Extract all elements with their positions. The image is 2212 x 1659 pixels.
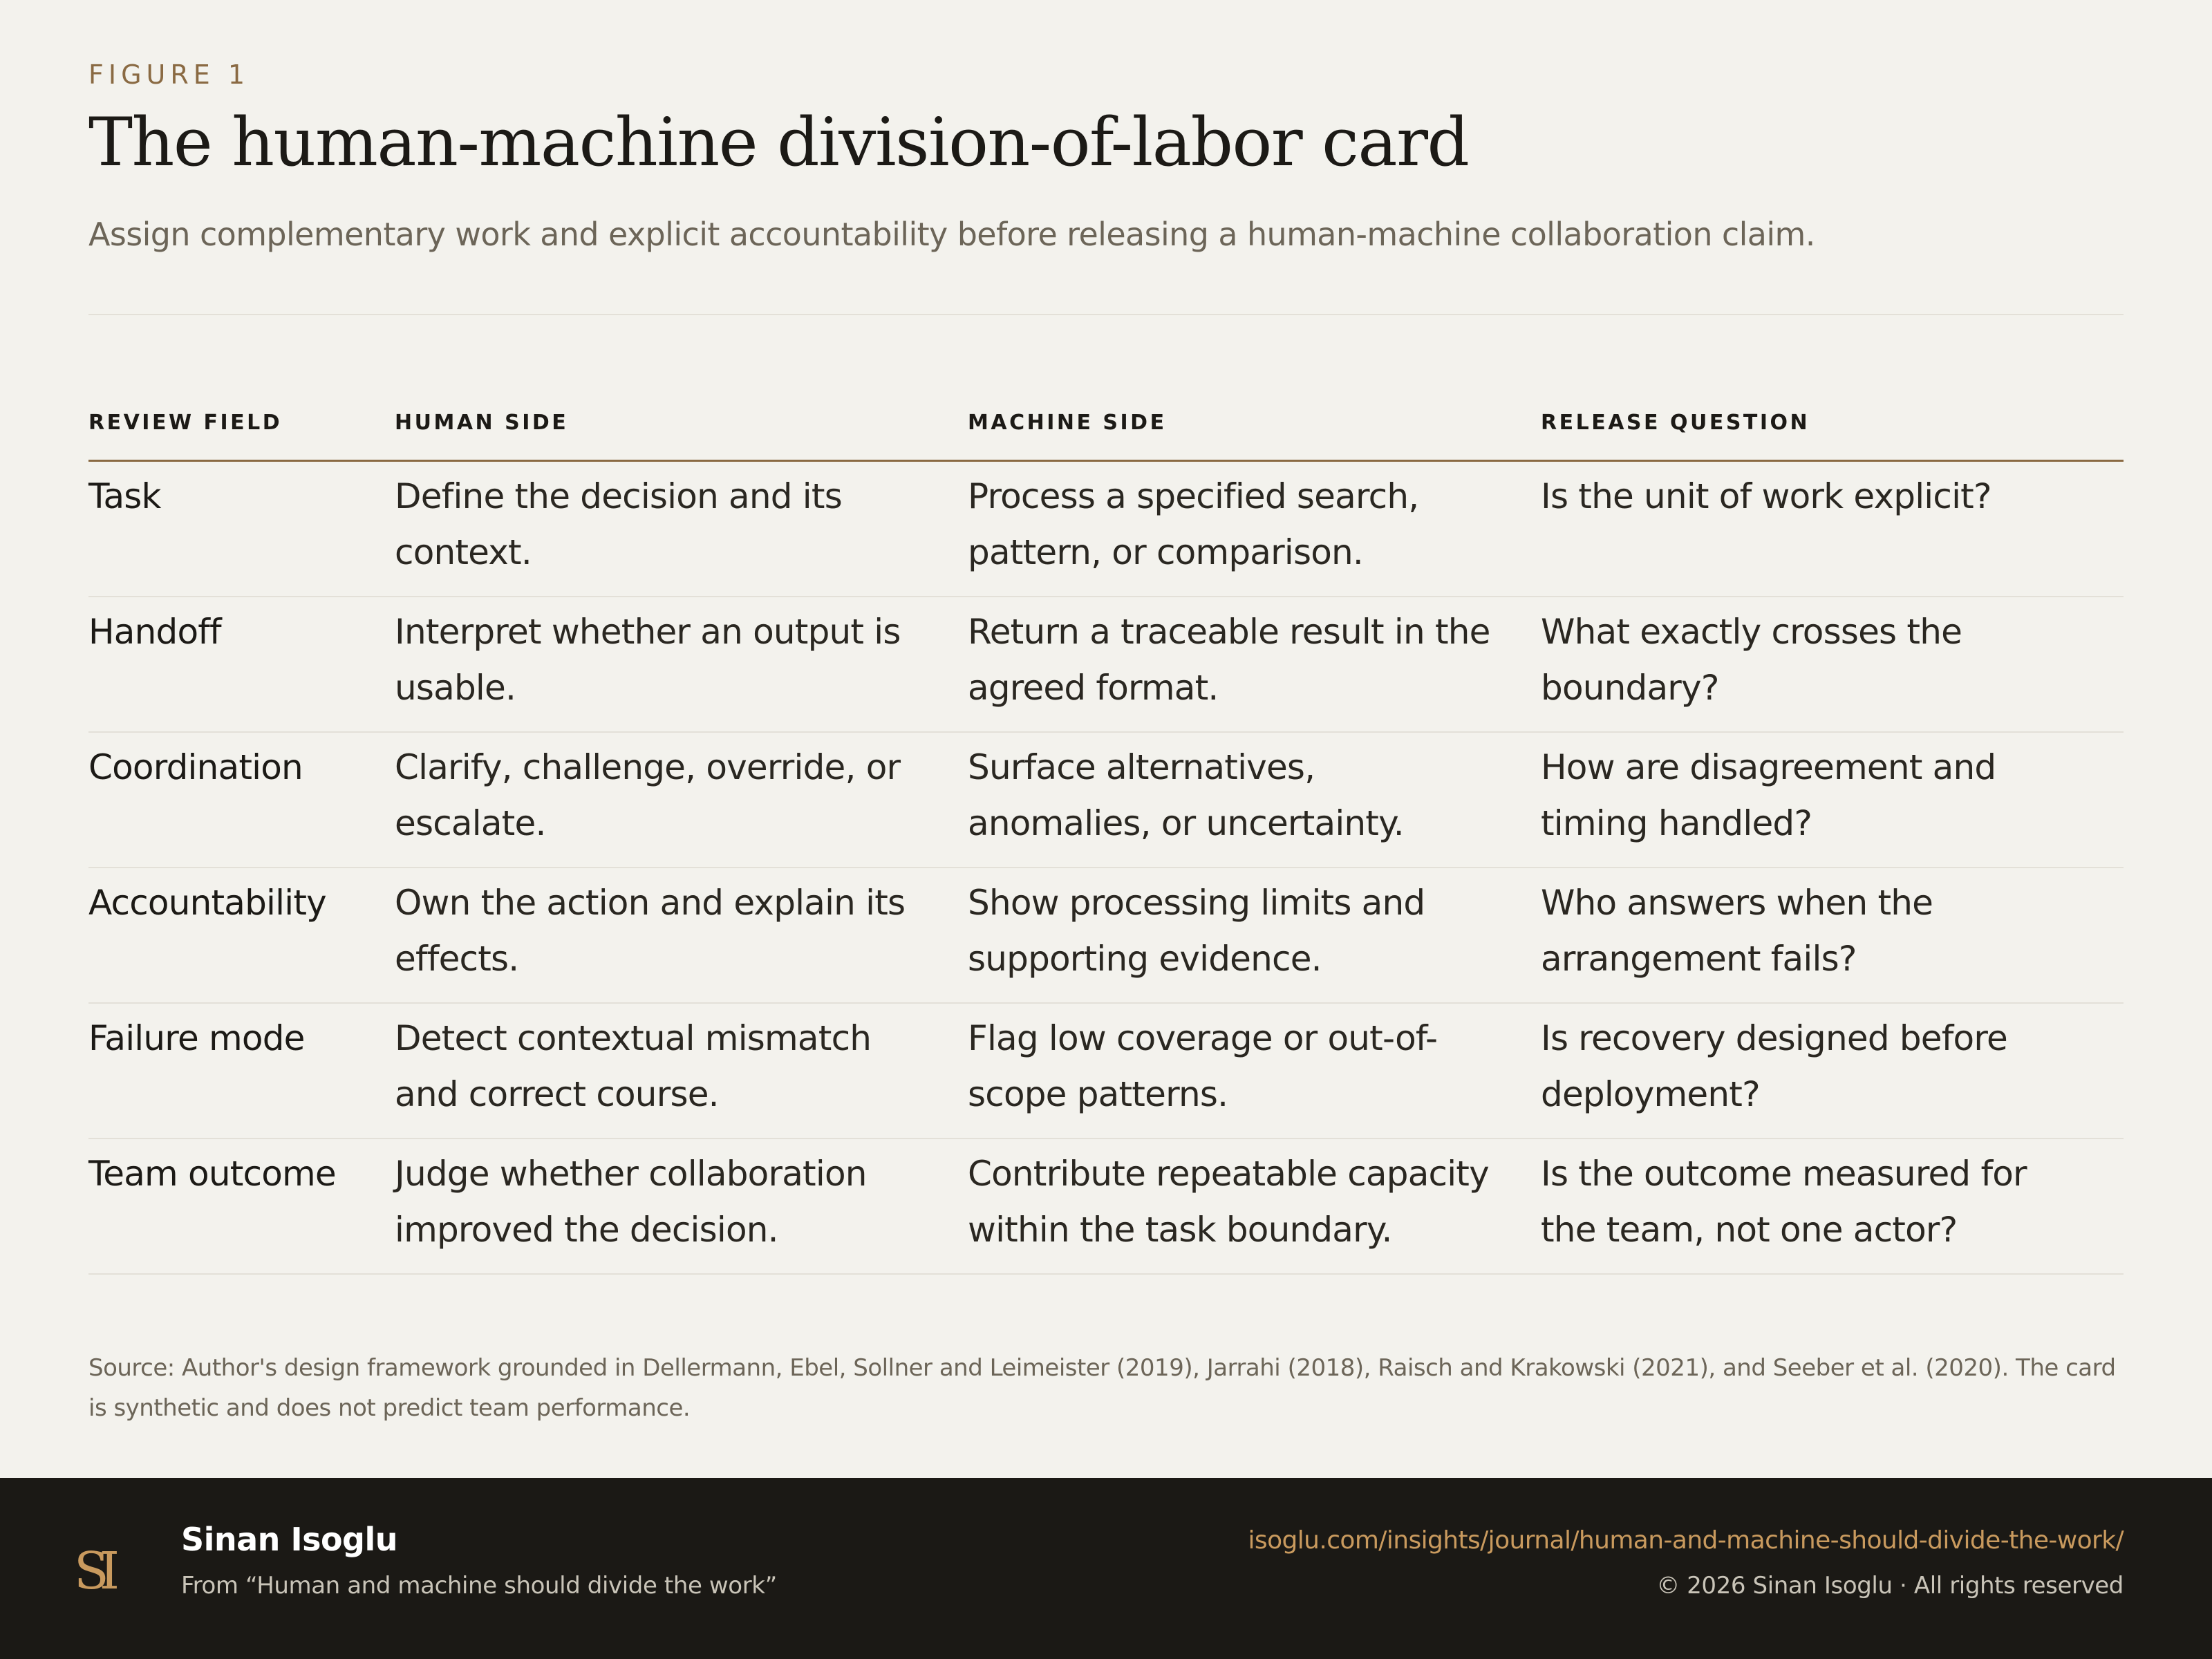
review-field-cell: Handoff bbox=[88, 597, 395, 732]
table-row bbox=[88, 460, 2124, 597]
release-question-cell: Is recovery designed before deployment? bbox=[1541, 1003, 2124, 1138]
human-side-cell: Judge whether collaboration improved the decision. bbox=[395, 1138, 968, 1274]
review-field-cell: Coordination bbox=[88, 732, 395, 868]
si-monogram-logo-icon bbox=[62, 1540, 122, 1600]
table-row bbox=[88, 1138, 2124, 1274]
human-side-cell: Own the action and explain its effects. bbox=[395, 868, 968, 1003]
release-question-cell: How are disagreement and timing handled? bbox=[1541, 732, 2124, 868]
release-question-cell: Is the outcome measured for the team, not one actor? bbox=[1541, 1138, 2124, 1274]
author-name: Sinan Isoglu bbox=[181, 1521, 397, 1558]
column-header-human-side: HUMAN SIDE bbox=[395, 394, 968, 460]
figure-subtitle: Assign complementary work and explicit accountability before releasing a human-machine collaboration claim. bbox=[88, 216, 1815, 253]
table-row bbox=[88, 732, 2124, 868]
svg-text:SI: SI bbox=[74, 1541, 110, 1600]
column-header-machine-side: MACHINE SIDE bbox=[968, 394, 1541, 460]
copyright-notice: © 2026 Sinan Isoglu · All rights reserved bbox=[1656, 1572, 2124, 1600]
column-header-review-field: REVIEW FIELD bbox=[88, 394, 395, 460]
article-reference: From “Human and machine should divide the work” bbox=[181, 1572, 777, 1600]
human-side-cell: Detect contextual mismatch and correct course. bbox=[395, 1003, 968, 1138]
review-field-cell: Failure mode bbox=[88, 1003, 395, 1138]
machine-side-cell: Surface alternatives, anomalies, or uncertainty. bbox=[968, 732, 1541, 868]
division-of-labor-table bbox=[88, 394, 2124, 1275]
machine-side-cell: Flag low coverage or out-of-scope patterns. bbox=[968, 1003, 1541, 1138]
human-side-cell: Clarify, challenge, override, or escalate. bbox=[395, 732, 968, 868]
review-field-cell: Team outcome bbox=[88, 1138, 395, 1274]
table-row bbox=[88, 1003, 2124, 1138]
release-question-cell: Is the unit of work explicit? bbox=[1541, 460, 2124, 597]
machine-side-cell: Contribute repeatable capacity within the task boundary. bbox=[968, 1138, 1541, 1274]
table-row bbox=[88, 868, 2124, 1003]
header-divider bbox=[88, 314, 2124, 315]
release-question-cell: What exactly crosses the boundary? bbox=[1541, 597, 2124, 732]
article-link[interactable]: isoglu.com/insights/journal/human-and-machine-should-divide-the-work/ bbox=[1248, 1526, 2124, 1555]
column-header-release-question: RELEASE QUESTION bbox=[1541, 394, 2124, 460]
review-field-cell: Task bbox=[88, 460, 395, 597]
machine-side-cell: Show processing limits and supporting evidence. bbox=[968, 868, 1541, 1003]
machine-side-cell: Return a traceable result in the agreed format. bbox=[968, 597, 1541, 732]
human-side-cell: Define the decision and its context. bbox=[395, 460, 968, 597]
footer-bar bbox=[0, 1478, 2212, 1659]
source-note: Source: Author's design framework grounded in Dellermann, Ebel, Sollner and Leimeister (2019), Jarrahi (2018), Raisch and Krakowski (2021), and Seeber et al. (2020). The card is synthetic and does not predict team performance. bbox=[88, 1354, 2116, 1422]
review-field-cell: Accountability bbox=[88, 868, 395, 1003]
figure-label: FIGURE 1 bbox=[88, 59, 250, 90]
table-header-row bbox=[88, 394, 2124, 460]
release-question-cell: Who answers when the arrangement fails? bbox=[1541, 868, 2124, 1003]
table-row bbox=[88, 597, 2124, 732]
figure-title: The human-machine division-of-labor card bbox=[88, 104, 1469, 181]
machine-side-cell: Process a specified search, pattern, or comparison. bbox=[968, 460, 1541, 597]
human-side-cell: Interpret whether an output is usable. bbox=[395, 597, 968, 732]
